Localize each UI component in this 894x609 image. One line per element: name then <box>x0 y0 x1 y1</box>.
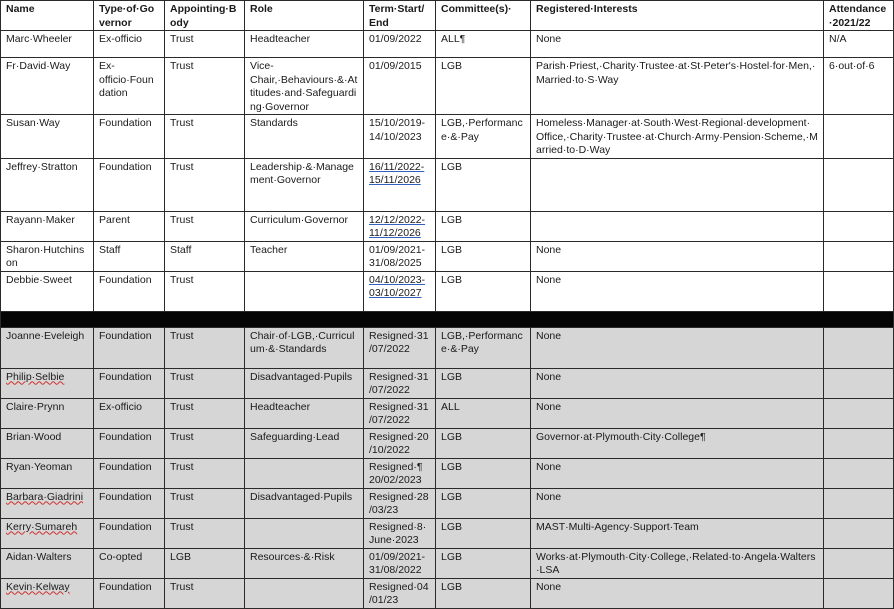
cell-type: Ex-officio <box>94 398 165 428</box>
cell-body: Trust <box>165 458 245 488</box>
cell-interests: None <box>531 458 824 488</box>
cell-interests <box>531 158 824 211</box>
cell-committee: LGB <box>436 241 531 271</box>
cell-attendance <box>824 327 894 368</box>
cell-name: Marc·Wheeler <box>1 31 94 58</box>
cell-type: Foundation <box>94 368 165 398</box>
cell-term: 16/11/2022-15/11/2026 <box>364 158 436 211</box>
cell-term: Resigned·28/03/23 <box>364 488 436 518</box>
cell-body: Trust <box>165 211 245 241</box>
cell-attendance <box>824 488 894 518</box>
table-row <box>1 115 894 159</box>
cell-attendance <box>824 115 894 159</box>
table-row <box>1 271 894 311</box>
cell-name: Barbara·Giadrini <box>1 488 94 518</box>
cell-term: Resigned·31/07/2022 <box>364 327 436 368</box>
cell-committee: LGB <box>436 458 531 488</box>
table-row <box>1 428 894 458</box>
cell-interests: None <box>531 368 824 398</box>
cell-interests: None <box>531 578 824 608</box>
cell-body: Trust <box>165 158 245 211</box>
cell-name: Sharon·Hutchinson <box>1 241 94 271</box>
table-row <box>1 488 894 518</box>
cell-type: Foundation <box>94 115 165 159</box>
cell-type: Foundation <box>94 158 165 211</box>
table-row <box>1 327 894 368</box>
header-committees: Committee(s)· <box>436 1 531 31</box>
cell-name: Debbie·Sweet <box>1 271 94 311</box>
cell-body: LGB <box>165 548 245 578</box>
header-appointing-body: Appointing·Body <box>165 1 245 31</box>
cell-role <box>245 578 364 608</box>
cell-role <box>245 458 364 488</box>
table-row <box>1 548 894 578</box>
cell-interests: None <box>531 327 824 368</box>
cell-name: Fr·David·Way <box>1 58 94 115</box>
header-term: Term·Start/End <box>364 1 436 31</box>
cell-body: Trust <box>165 578 245 608</box>
cell-interests: None <box>531 241 824 271</box>
header-attendance: Attendance·2021/22 <box>824 1 894 31</box>
cell-name: Jeffrey·Stratton <box>1 158 94 211</box>
cell-role: Standards <box>245 115 364 159</box>
cell-committee: LGB <box>436 211 531 241</box>
table-row <box>1 458 894 488</box>
cell-committee: ALL <box>436 398 531 428</box>
cell-interests: None <box>531 271 824 311</box>
table-row <box>1 58 894 115</box>
table-row <box>1 158 894 211</box>
cell-committee: LGB <box>436 488 531 518</box>
cell-term: Resigned·8·June·2023 <box>364 518 436 548</box>
cell-term: Resigned·04/01/23 <box>364 578 436 608</box>
cell-name: Ryan·Yeoman <box>1 458 94 488</box>
cell-type: Foundation <box>94 578 165 608</box>
cell-name: Philip·Selbie <box>1 368 94 398</box>
table-row <box>1 368 894 398</box>
cell-role: Chair·of·LGB,·Curriculum·&·Standards <box>245 327 364 368</box>
cell-type: Parent <box>94 211 165 241</box>
cell-body: Trust <box>165 488 245 518</box>
cell-committee: ALL¶ <box>436 31 531 58</box>
cell-type: Foundation <box>94 488 165 518</box>
cell-role: Curriculum·Governor <box>245 211 364 241</box>
cell-attendance <box>824 241 894 271</box>
cell-body: Trust <box>165 428 245 458</box>
cell-name: Kevin·Kelway <box>1 578 94 608</box>
cell-attendance: 6·out·of·6 <box>824 58 894 115</box>
cell-committee: LGB <box>436 518 531 548</box>
cell-body: Trust <box>165 58 245 115</box>
cell-name: Susan·Way <box>1 115 94 159</box>
cell-term: Resigned·31/07/2022 <box>364 398 436 428</box>
header-type: Type·of·Governor <box>94 1 165 31</box>
cell-attendance <box>824 398 894 428</box>
table-row <box>1 241 894 271</box>
cell-attendance: N/A <box>824 31 894 58</box>
cell-attendance <box>824 211 894 241</box>
cell-attendance <box>824 578 894 608</box>
separator-row <box>1 311 894 327</box>
cell-interests: MAST·Multi-Agency·Support·Team <box>531 518 824 548</box>
header-name: Name <box>1 1 94 31</box>
cell-committee: LGB <box>436 578 531 608</box>
cell-role: Safeguarding·Lead <box>245 428 364 458</box>
cell-role: Headteacher <box>245 31 364 58</box>
cell-interests: Governor·at·Plymouth·City·College¶ <box>531 428 824 458</box>
cell-attendance <box>824 548 894 578</box>
cell-term: Resigned·31/07/2022 <box>364 368 436 398</box>
separator-bar <box>1 311 894 327</box>
header-interests: Registered·Interests <box>531 1 824 31</box>
cell-interests: None <box>531 488 824 518</box>
cell-body: Trust <box>165 327 245 368</box>
cell-interests: None <box>531 31 824 58</box>
cell-term: 12/12/2022-11/12/2026 <box>364 211 436 241</box>
cell-role <box>245 271 364 311</box>
cell-committee: LGB <box>436 271 531 311</box>
table-row <box>1 578 894 608</box>
cell-name: Aidan·Walters <box>1 548 94 578</box>
cell-body: Trust <box>165 368 245 398</box>
cell-type: Foundation <box>94 428 165 458</box>
cell-interests <box>531 211 824 241</box>
cell-role: Disadvantaged·Pupils <box>245 488 364 518</box>
cell-name: Joanne·Eveleigh <box>1 327 94 368</box>
cell-attendance <box>824 458 894 488</box>
cell-type: Ex-officio·Foundation <box>94 58 165 115</box>
header-row <box>1 1 894 31</box>
cell-name: Claire·Prynn <box>1 398 94 428</box>
table-row <box>1 518 894 548</box>
cell-attendance <box>824 428 894 458</box>
cell-body: Trust <box>165 31 245 58</box>
cell-type: Co-opted <box>94 548 165 578</box>
cell-attendance <box>824 158 894 211</box>
cell-committee: LGB,·Performance·&·Pay <box>436 327 531 368</box>
cell-interests: Parish·Priest,·Charity·Trustee·at·St·Peter's·Hostel·for·Men,·Married·to·S·Way <box>531 58 824 115</box>
cell-role: Disadvantaged·Pupils <box>245 368 364 398</box>
cell-term: Resigned·¶ 20/02/2023 <box>364 458 436 488</box>
cell-attendance <box>824 518 894 548</box>
cell-committee: LGB <box>436 58 531 115</box>
cell-type: Foundation <box>94 458 165 488</box>
cell-type: Foundation <box>94 518 165 548</box>
cell-type: Foundation <box>94 327 165 368</box>
cell-body: Staff <box>165 241 245 271</box>
cell-term: 01/09/2015 <box>364 58 436 115</box>
cell-name: Rayann·Maker <box>1 211 94 241</box>
cell-term: 04/10/2023-03/10/2027 <box>364 271 436 311</box>
cell-term: 01/09/2021-31/08/2022 <box>364 548 436 578</box>
cell-attendance <box>824 271 894 311</box>
cell-type: Ex-officio <box>94 31 165 58</box>
cell-role: Teacher <box>245 241 364 271</box>
cell-body: Trust <box>165 518 245 548</box>
cell-type: Staff <box>94 241 165 271</box>
cell-term: 15/10/2019-14/10/2023 <box>364 115 436 159</box>
cell-type: Foundation <box>94 271 165 311</box>
table-row <box>1 211 894 241</box>
cell-body: Trust <box>165 271 245 311</box>
cell-committee: LGB <box>436 368 531 398</box>
cell-interests: None <box>531 398 824 428</box>
cell-committee: LGB <box>436 158 531 211</box>
cell-role: Headteacher <box>245 398 364 428</box>
cell-name: Kerry·Sumareh <box>1 518 94 548</box>
cell-attendance <box>824 368 894 398</box>
cell-body: Trust <box>165 398 245 428</box>
cell-role: Leadership·&·Management·Governor <box>245 158 364 211</box>
cell-role: Vice-Chair,·Behaviours·&·Attitudes·and·Safeguarding·Governor <box>245 58 364 115</box>
cell-term: 01/09/2022 <box>364 31 436 58</box>
cell-committee: LGB <box>436 428 531 458</box>
cell-name: Brian·Wood <box>1 428 94 458</box>
cell-interests: Works·at·Plymouth·City·College,·Related·to·Angela·Walters·LSA <box>531 548 824 578</box>
cell-committee: LGB <box>436 548 531 578</box>
cell-term: Resigned·20/10/2022 <box>364 428 436 458</box>
cell-role: Resources·&·Risk <box>245 548 364 578</box>
cell-term: 01/09/2021-31/08/2025 <box>364 241 436 271</box>
cell-body: Trust <box>165 115 245 159</box>
cell-role <box>245 518 364 548</box>
cell-interests: Homeless·Manager·at·South·West·Regional·development·Office,·Charity·Trustee·at·Church·Army·Pension·Scheme,·Married·to·D·Way <box>531 115 824 159</box>
cell-committee: LGB,·Performance·&·Pay <box>436 115 531 159</box>
table-row <box>1 398 894 428</box>
header-role: Role <box>245 1 364 31</box>
table-row <box>1 31 894 58</box>
